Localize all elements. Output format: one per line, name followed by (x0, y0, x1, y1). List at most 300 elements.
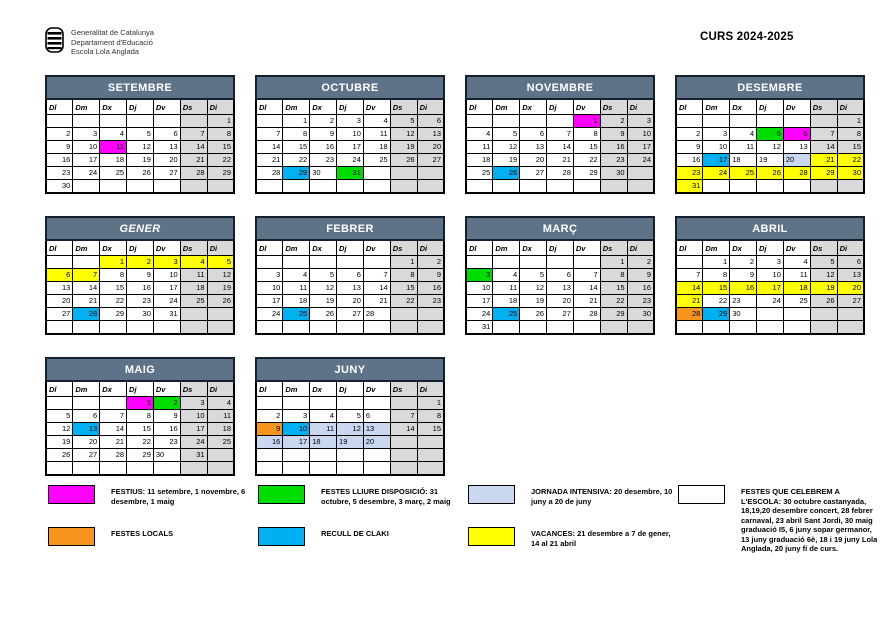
empty-cell (520, 115, 547, 128)
weekday-header: Ds (390, 240, 417, 256)
day-cell: 9 (127, 269, 154, 282)
legend-label: JORNADA INTENSIVA: 20 desembre, 10 juny a 20 de juny (531, 487, 673, 506)
weekday-header: Dv (153, 240, 180, 256)
empty-cell (153, 462, 180, 476)
day-cell: 31 (466, 321, 493, 335)
empty-cell (73, 397, 100, 410)
weekday-header: Dm (283, 240, 310, 256)
day-cell: 11 (283, 282, 310, 295)
empty-cell (783, 115, 810, 128)
day-cell: 14 (676, 282, 703, 295)
empty-cell (153, 180, 180, 194)
day-cell: 23 (627, 295, 654, 308)
empty-cell (256, 180, 283, 194)
weekday-header: Ds (180, 99, 207, 115)
day-cell: 1 (703, 256, 730, 269)
weekday-header: Dx (310, 99, 337, 115)
weekday-header: Dm (73, 99, 100, 115)
month-title: NOVEMBRE (466, 76, 654, 99)
day-cell: 26 (390, 154, 417, 167)
weekday-header: Di (207, 99, 234, 115)
day-cell: 21 (256, 154, 283, 167)
day-cell: 7 (390, 410, 417, 423)
day-cell: 9 (730, 269, 757, 282)
weekday-header: Dj (127, 240, 154, 256)
empty-cell (363, 256, 390, 269)
day-cell: 26 (310, 308, 337, 321)
day-cell: 27 (547, 308, 574, 321)
day-cell: 27 (73, 449, 100, 462)
weekday-header: Dx (730, 99, 757, 115)
day-cell: 8 (283, 128, 310, 141)
empty-cell (153, 115, 180, 128)
day-cell: 22 (837, 154, 864, 167)
empty-cell (46, 397, 73, 410)
empty-cell (256, 449, 283, 462)
day-cell: 30 (153, 449, 180, 462)
empty-cell (466, 180, 493, 194)
empty-cell (520, 256, 547, 269)
day-cell: 29 (703, 308, 730, 321)
weekday-header: Ds (600, 99, 627, 115)
day-cell: 13 (783, 141, 810, 154)
empty-cell (417, 449, 444, 462)
day-cell: 20 (46, 295, 73, 308)
legend-label: RECULL DE CLAKI (321, 529, 389, 538)
legend-item-claki (258, 527, 468, 546)
day-cell: 31 (676, 180, 703, 194)
weekday-header: Dj (127, 381, 154, 397)
day-cell: 8 (417, 410, 444, 423)
day-cell: 3 (337, 115, 364, 128)
day-cell: 2 (127, 256, 154, 269)
day-cell: 24 (256, 308, 283, 321)
day-cell: 17 (627, 141, 654, 154)
day-cell: 30 (837, 167, 864, 180)
day-cell: 28 (573, 308, 600, 321)
empty-cell (417, 180, 444, 194)
empty-cell (283, 256, 310, 269)
weekday-header: Dj (757, 99, 784, 115)
day-cell: 5 (757, 128, 784, 141)
day-cell: 13 (46, 282, 73, 295)
day-cell: 15 (600, 282, 627, 295)
weekday-header: Ds (180, 240, 207, 256)
day-cell: 26 (520, 308, 547, 321)
empty-cell (417, 308, 444, 321)
empty-cell (363, 397, 390, 410)
day-cell: 1 (283, 115, 310, 128)
day-cell: 14 (73, 282, 100, 295)
empty-cell (547, 180, 574, 194)
day-cell: 15 (390, 282, 417, 295)
day-cell: 25 (207, 436, 234, 449)
day-cell: 18 (283, 295, 310, 308)
weekday-header: Dl (46, 99, 73, 115)
weekday-header: Dl (466, 240, 493, 256)
empty-cell (256, 321, 283, 335)
day-cell: 21 (73, 295, 100, 308)
legend-item-intensiva (468, 485, 678, 506)
day-cell: 17 (703, 154, 730, 167)
empty-cell (283, 462, 310, 476)
day-cell: 10 (627, 128, 654, 141)
day-cell: 5 (337, 410, 364, 423)
legend-item-festius (48, 485, 258, 506)
empty-cell (46, 115, 73, 128)
weekday-header: Dx (100, 99, 127, 115)
empty-cell (757, 115, 784, 128)
day-cell: 9 (153, 410, 180, 423)
day-cell: 17 (337, 141, 364, 154)
day-cell: 8 (127, 410, 154, 423)
weekday-header: Dm (283, 381, 310, 397)
day-cell: 16 (153, 423, 180, 436)
day-cell: 20 (363, 436, 390, 449)
weekday-header: Di (627, 99, 654, 115)
day-cell: 13 (153, 141, 180, 154)
day-cell: 10 (466, 282, 493, 295)
empty-cell (100, 115, 127, 128)
day-cell: 11 (466, 141, 493, 154)
day-cell: 15 (283, 141, 310, 154)
day-cell: 24 (627, 154, 654, 167)
day-cell: 6 (417, 115, 444, 128)
day-cell: 2 (600, 115, 627, 128)
day-cell: 20 (547, 295, 574, 308)
weekday-header: Dj (547, 240, 574, 256)
day-cell: 9 (600, 128, 627, 141)
weekday-header: Di (417, 240, 444, 256)
weekday-header: Dm (283, 99, 310, 115)
day-cell: 6 (783, 128, 810, 141)
legend-label: FESTES QUE CELEBREM A L'ESCOLA: 30 octubre castanyada, 18,19,20 desembre concert, 28 febrer carnaval, 23 abril Sant Jordi, 30 maig graduació I5, 6 juny sopar germanor, 13 juny graduació 6è, 18 i 19 juny Lola Anglada, 20 juny fi de curs. (741, 487, 878, 553)
empty-cell (337, 449, 364, 462)
empty-cell (283, 449, 310, 462)
day-cell: 16 (256, 436, 283, 449)
empty-cell (493, 321, 520, 335)
weekday-header: Dx (520, 240, 547, 256)
day-cell: 17 (73, 154, 100, 167)
day-cell: 8 (837, 128, 864, 141)
day-cell: 11 (730, 141, 757, 154)
weekday-header: Ds (390, 381, 417, 397)
weekday-header: Dv (363, 381, 390, 397)
day-cell: 15 (127, 423, 154, 436)
day-cell: 20 (783, 154, 810, 167)
month-title: SETEMBRE (46, 76, 234, 99)
day-cell: 5 (810, 256, 837, 269)
day-cell: 18 (730, 154, 757, 167)
empty-cell (627, 321, 654, 335)
day-cell: 31 (153, 308, 180, 321)
day-cell: 28 (363, 308, 390, 321)
day-cell: 4 (207, 397, 234, 410)
day-cell: 3 (627, 115, 654, 128)
weekday-header: Dj (337, 381, 364, 397)
empty-cell (73, 462, 100, 476)
day-cell: 27 (46, 308, 73, 321)
empty-cell (310, 462, 337, 476)
day-cell: 25 (466, 167, 493, 180)
day-cell: 7 (180, 128, 207, 141)
weekday-header: Dv (363, 240, 390, 256)
empty-cell (520, 180, 547, 194)
day-cell: 1 (837, 115, 864, 128)
day-cell: 13 (837, 269, 864, 282)
day-cell: 12 (127, 141, 154, 154)
weekday-header: Dv (153, 381, 180, 397)
day-cell: 4 (283, 269, 310, 282)
day-cell: 10 (337, 128, 364, 141)
day-cell: 19 (810, 282, 837, 295)
day-cell: 25 (730, 167, 757, 180)
day-cell: 27 (837, 295, 864, 308)
day-cell: 24 (466, 308, 493, 321)
day-cell: 2 (730, 256, 757, 269)
day-cell: 13 (337, 282, 364, 295)
day-cell: 24 (757, 295, 784, 308)
day-cell: 11 (310, 423, 337, 436)
weekday-header: Ds (600, 240, 627, 256)
weekday-header: Di (837, 240, 864, 256)
day-cell: 25 (283, 308, 310, 321)
empty-cell (417, 462, 444, 476)
day-cell: 6 (337, 269, 364, 282)
day-cell: 18 (493, 295, 520, 308)
day-cell: 24 (73, 167, 100, 180)
day-cell: 4 (180, 256, 207, 269)
day-cell: 28 (180, 167, 207, 180)
day-cell: 2 (256, 410, 283, 423)
month-title: OCTUBRE (256, 76, 444, 99)
day-cell: 16 (627, 282, 654, 295)
day-cell: 4 (783, 256, 810, 269)
day-cell: 16 (127, 282, 154, 295)
empty-cell (180, 308, 207, 321)
empty-cell (573, 256, 600, 269)
empty-cell (573, 321, 600, 335)
weekday-header: Dx (310, 381, 337, 397)
day-cell: 30 (310, 167, 337, 180)
empty-cell (810, 180, 837, 194)
weekday-header: Dx (730, 240, 757, 256)
month-title: JUNY (256, 358, 444, 381)
day-cell: 1 (390, 256, 417, 269)
day-cell: 4 (466, 128, 493, 141)
empty-cell (730, 321, 757, 335)
weekday-header: Dj (337, 240, 364, 256)
day-cell: 18 (363, 141, 390, 154)
legend-item-locals (48, 527, 258, 546)
weekday-header: Dx (100, 240, 127, 256)
brand-line-2: Departament d'Educació (71, 37, 153, 47)
weekday-header: Dl (256, 99, 283, 115)
weekday-header: Dj (547, 99, 574, 115)
day-cell: 18 (310, 436, 337, 449)
day-cell: 9 (256, 423, 283, 436)
weekday-header: Di (417, 99, 444, 115)
weekday-header: Di (417, 381, 444, 397)
empty-cell (547, 115, 574, 128)
empty-cell (127, 321, 154, 335)
day-cell: 1 (600, 256, 627, 269)
day-cell: 17 (180, 423, 207, 436)
legend-swatch-escola (678, 485, 725, 504)
day-cell: 12 (810, 269, 837, 282)
empty-cell (810, 115, 837, 128)
empty-cell (390, 308, 417, 321)
day-cell: 11 (363, 128, 390, 141)
day-cell: 7 (100, 410, 127, 423)
day-cell: 22 (600, 295, 627, 308)
day-cell: 23 (46, 167, 73, 180)
month-novembre (465, 75, 655, 194)
day-cell: 4 (493, 269, 520, 282)
empty-cell (493, 180, 520, 194)
legend-item-lliure (258, 485, 468, 506)
empty-cell (837, 180, 864, 194)
day-cell: 30 (730, 308, 757, 321)
day-cell: 3 (180, 397, 207, 410)
day-cell: 25 (180, 295, 207, 308)
empty-cell (283, 321, 310, 335)
day-cell: 23 (127, 295, 154, 308)
weekday-header: Dm (703, 99, 730, 115)
day-cell: 5 (207, 256, 234, 269)
month-abril (675, 216, 865, 335)
empty-cell (783, 308, 810, 321)
weekday-header: Di (837, 99, 864, 115)
weekday-header: Dl (256, 381, 283, 397)
weekday-header: Dv (573, 240, 600, 256)
day-cell: 17 (466, 295, 493, 308)
legend-label: FESTES LLIURE DISPOSICIÓ: 31 octubre, 5 desembre, 3 març, 2 maig (321, 487, 451, 506)
day-cell: 20 (417, 141, 444, 154)
day-cell: 18 (466, 154, 493, 167)
empty-cell (676, 256, 703, 269)
empty-cell (466, 256, 493, 269)
day-cell: 13 (363, 423, 390, 436)
day-cell: 12 (337, 423, 364, 436)
month-octubre (255, 75, 445, 194)
empty-cell (180, 321, 207, 335)
legend-swatch-vacances (468, 527, 515, 546)
empty-cell (783, 180, 810, 194)
day-cell: 24 (180, 436, 207, 449)
day-cell: 7 (676, 269, 703, 282)
empty-cell (337, 256, 364, 269)
weekday-header: Dm (493, 240, 520, 256)
day-cell: 17 (283, 436, 310, 449)
day-cell: 22 (573, 154, 600, 167)
day-cell: 5 (46, 410, 73, 423)
day-cell: 26 (493, 167, 520, 180)
legend-label: FESTIUS: 11 setembre, 1 novembre, 6 desembre, 1 maig (111, 487, 246, 506)
day-cell: 27 (337, 308, 364, 321)
day-cell: 23 (600, 154, 627, 167)
day-cell: 30 (127, 308, 154, 321)
day-cell: 29 (573, 167, 600, 180)
day-cell: 23 (153, 436, 180, 449)
empty-cell (676, 321, 703, 335)
day-cell: 22 (207, 154, 234, 167)
day-cell: 6 (73, 410, 100, 423)
day-cell: 19 (520, 295, 547, 308)
weekday-header: Dl (676, 99, 703, 115)
day-cell: 5 (310, 269, 337, 282)
day-cell: 9 (676, 141, 703, 154)
day-cell: 16 (310, 141, 337, 154)
day-cell: 3 (466, 269, 493, 282)
day-cell: 12 (46, 423, 73, 436)
empty-cell (337, 397, 364, 410)
brand-line-1: Generalitat de Catalunya (71, 28, 154, 37)
empty-cell (547, 256, 574, 269)
day-cell: 25 (100, 167, 127, 180)
day-cell: 8 (573, 128, 600, 141)
weekday-header: Dv (363, 99, 390, 115)
day-cell: 15 (207, 141, 234, 154)
day-cell: 10 (283, 423, 310, 436)
day-cell: 31 (337, 167, 364, 180)
day-cell: 30 (600, 167, 627, 180)
day-cell: 12 (493, 141, 520, 154)
weekday-header: Dx (520, 99, 547, 115)
day-cell: 14 (573, 282, 600, 295)
empty-cell (493, 256, 520, 269)
day-cell: 10 (703, 141, 730, 154)
empty-cell (207, 308, 234, 321)
day-cell: 19 (310, 295, 337, 308)
day-cell: 22 (283, 154, 310, 167)
weekday-header: Dx (310, 240, 337, 256)
weekday-header: Ds (810, 99, 837, 115)
empty-cell (207, 449, 234, 462)
day-cell: 18 (100, 154, 127, 167)
empty-cell (837, 321, 864, 335)
day-cell: 19 (493, 154, 520, 167)
day-cell: 15 (100, 282, 127, 295)
empty-cell (417, 167, 444, 180)
day-cell: 5 (127, 128, 154, 141)
day-cell: 11 (180, 269, 207, 282)
month-gener (45, 216, 235, 335)
empty-cell (520, 321, 547, 335)
brand (45, 27, 154, 57)
weekday-header: Dj (127, 99, 154, 115)
empty-cell (757, 308, 784, 321)
day-cell: 25 (493, 308, 520, 321)
empty-cell (180, 180, 207, 194)
day-cell: 6 (363, 410, 390, 423)
empty-cell (100, 462, 127, 476)
day-cell: 18 (783, 282, 810, 295)
empty-cell (207, 321, 234, 335)
weekday-header: Dm (703, 240, 730, 256)
empty-cell (46, 462, 73, 476)
empty-cell (46, 321, 73, 335)
empty-cell (703, 321, 730, 335)
day-cell: 14 (363, 282, 390, 295)
day-cell: 20 (153, 154, 180, 167)
empty-cell (676, 115, 703, 128)
day-cell: 28 (676, 308, 703, 321)
weekday-header: Dl (256, 240, 283, 256)
month-title: DESEMBRE (676, 76, 864, 99)
month-juny (255, 357, 445, 476)
day-cell: 11 (783, 269, 810, 282)
